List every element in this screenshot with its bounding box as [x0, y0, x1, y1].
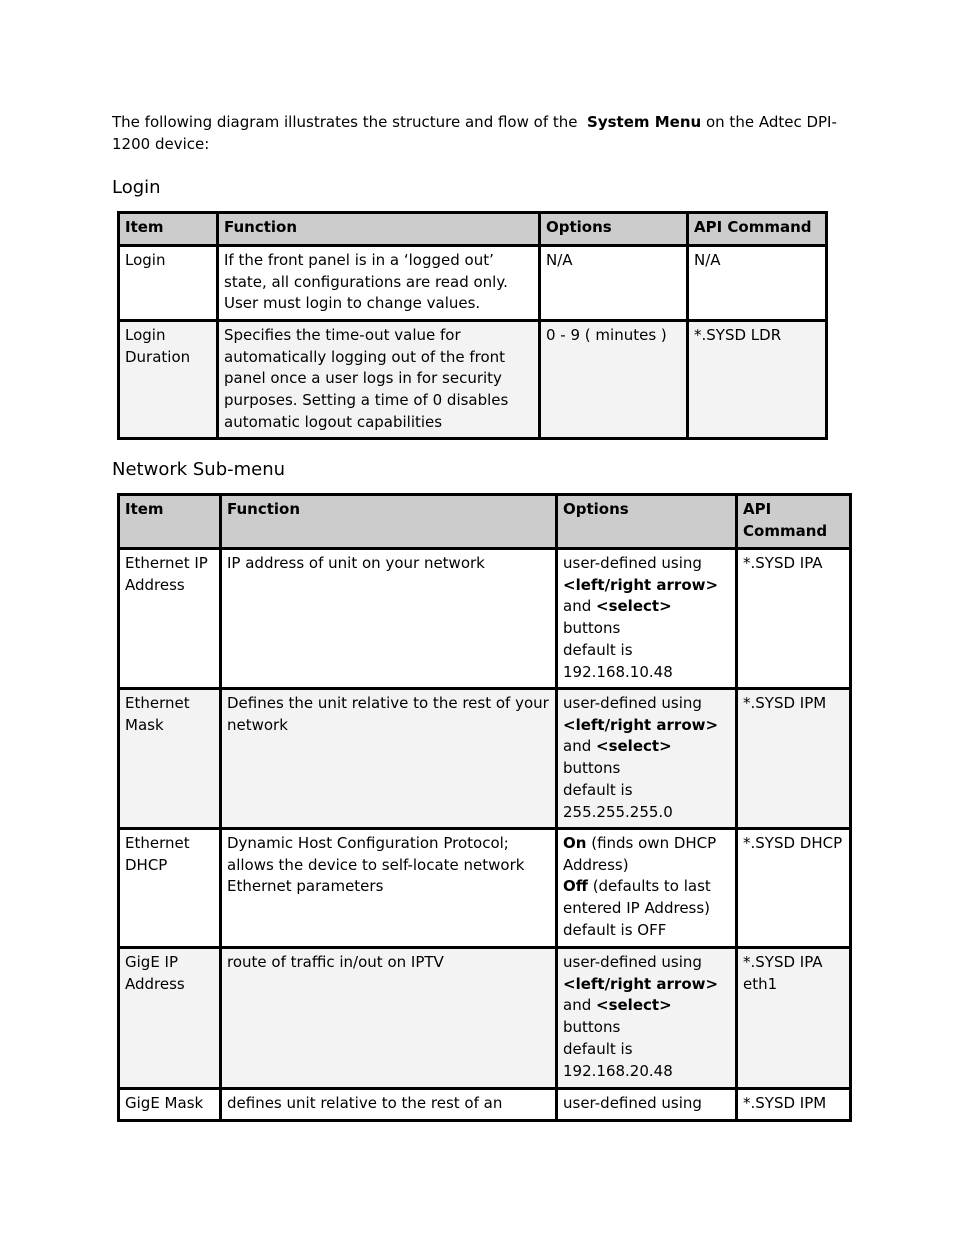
- cell-api: *.SYSD IPM: [737, 689, 851, 829]
- options-select-key: <select>: [596, 597, 672, 616]
- cell-function: route of traffic in/out on IPTV: [221, 948, 557, 1089]
- login-table: [117, 211, 828, 440]
- network-table-header-row: [119, 495, 851, 549]
- options-line: default is: [563, 1039, 633, 1058]
- table-row: [119, 246, 827, 321]
- cell-api: *.SYSD LDR: [688, 321, 827, 439]
- options-line: [563, 596, 730, 618]
- options-line: user-defined using: [563, 554, 702, 572]
- table-row: [119, 829, 851, 948]
- cell-options: [557, 689, 737, 829]
- cell-item: GigE IP Address: [119, 948, 221, 1089]
- table-row: [119, 321, 827, 439]
- cell-function: IP address of unit on your network: [221, 549, 557, 689]
- cell-options: 0 - 9 ( minutes ): [540, 321, 688, 439]
- options-line: [563, 736, 730, 758]
- cell-api: *.SYSD IPA: [737, 549, 851, 689]
- options-off-text: (defaults to last entered IP Address): [563, 877, 711, 918]
- options-default-value: 192.168.20.48: [563, 1061, 673, 1080]
- options-default-value: 192.168.10.48: [563, 662, 673, 681]
- options-line: default is: [563, 640, 633, 659]
- options-default-value: default is OFF: [563, 920, 667, 939]
- table-row: [119, 689, 851, 829]
- options-and: and: [563, 996, 592, 1015]
- cell-function: Dynamic Host Configuration Protocol; allows the device to self-locate network Ethernet parameters: [221, 829, 557, 948]
- options-arrow-keys: <left/right arrow>: [563, 715, 719, 734]
- cell-options: [557, 549, 737, 689]
- options-line: user-defined using: [563, 694, 702, 712]
- table-row: [119, 549, 851, 689]
- cell-options: [557, 948, 737, 1089]
- intro-paragraph: [112, 111, 847, 155]
- options-select-key: <select>: [596, 996, 672, 1015]
- header-item: Item: [119, 213, 218, 246]
- options-select-key: <select>: [596, 737, 672, 756]
- options-line: user-defined using: [563, 953, 702, 971]
- options-line: buttons: [563, 759, 621, 778]
- cell-item: GigE Mask: [119, 1089, 221, 1121]
- options-default-value: 255.255.255.0: [563, 802, 673, 821]
- cell-api: *.SYSD IPA eth1: [737, 948, 851, 1089]
- cell-options: user-defined using: [557, 1089, 737, 1121]
- cell-options: N/A: [540, 246, 688, 321]
- options-line: buttons: [563, 1018, 621, 1037]
- header-function: Function: [221, 495, 557, 549]
- table-row: [119, 948, 851, 1089]
- table-row: [119, 1089, 851, 1121]
- header-api-command: API Command: [737, 495, 851, 549]
- options-line: [563, 876, 730, 919]
- cell-function: defines unit relative to the rest of an: [221, 1089, 557, 1121]
- cell-item: Ethernet DHCP: [119, 829, 221, 948]
- cell-function: If the front panel is in a ‘logged out’ state, all configurations are read only. User must login to change values.: [218, 246, 540, 321]
- intro-bold-text: System Menu: [587, 113, 702, 131]
- cell-item: Ethernet Mask: [119, 689, 221, 829]
- header-options: Options: [557, 495, 737, 549]
- cell-item: Login: [119, 246, 218, 321]
- header-options: Options: [540, 213, 688, 246]
- options-arrow-keys: <left/right arrow>: [563, 575, 719, 594]
- network-heading: Network Sub-menu: [112, 459, 286, 480]
- options-line: buttons: [563, 619, 621, 638]
- cell-api: N/A: [688, 246, 827, 321]
- login-heading: Login: [112, 177, 161, 198]
- intro-text-before: The following diagram illustrates the structure and flow of the: [112, 113, 578, 131]
- options-and: and: [563, 737, 592, 756]
- options-line: default is: [563, 780, 633, 799]
- cell-item: Login Duration: [119, 321, 218, 439]
- options-on-label: On: [563, 834, 587, 852]
- network-table: [117, 493, 852, 1122]
- header-item: Item: [119, 495, 221, 549]
- header-function: Function: [218, 213, 540, 246]
- intro-text-after: on the Adtec DPI-1200 device:: [112, 113, 837, 153]
- cell-function: Specifies the time-out value for automatically logging out of the front panel once a user logs in for security purposes. Setting a time of 0 disables automatic logout capabilities: [218, 321, 540, 439]
- cell-api: *.SYSD DHCP: [737, 829, 851, 948]
- header-api-command: API Command: [688, 213, 827, 246]
- options-line: [563, 995, 730, 1017]
- options-off-label: Off: [563, 877, 588, 896]
- cell-item: Ethernet IP Address: [119, 549, 221, 689]
- cell-function: Defines the unit relative to the rest of your network: [221, 689, 557, 829]
- options-arrow-keys: <left/right arrow>: [563, 974, 719, 993]
- login-table-header-row: [119, 213, 827, 246]
- cell-api: *.SYSD IPM: [737, 1089, 851, 1121]
- cell-options: [557, 829, 737, 948]
- options-and: and: [563, 597, 592, 616]
- options-on-text: (finds own DHCP Address): [563, 834, 717, 874]
